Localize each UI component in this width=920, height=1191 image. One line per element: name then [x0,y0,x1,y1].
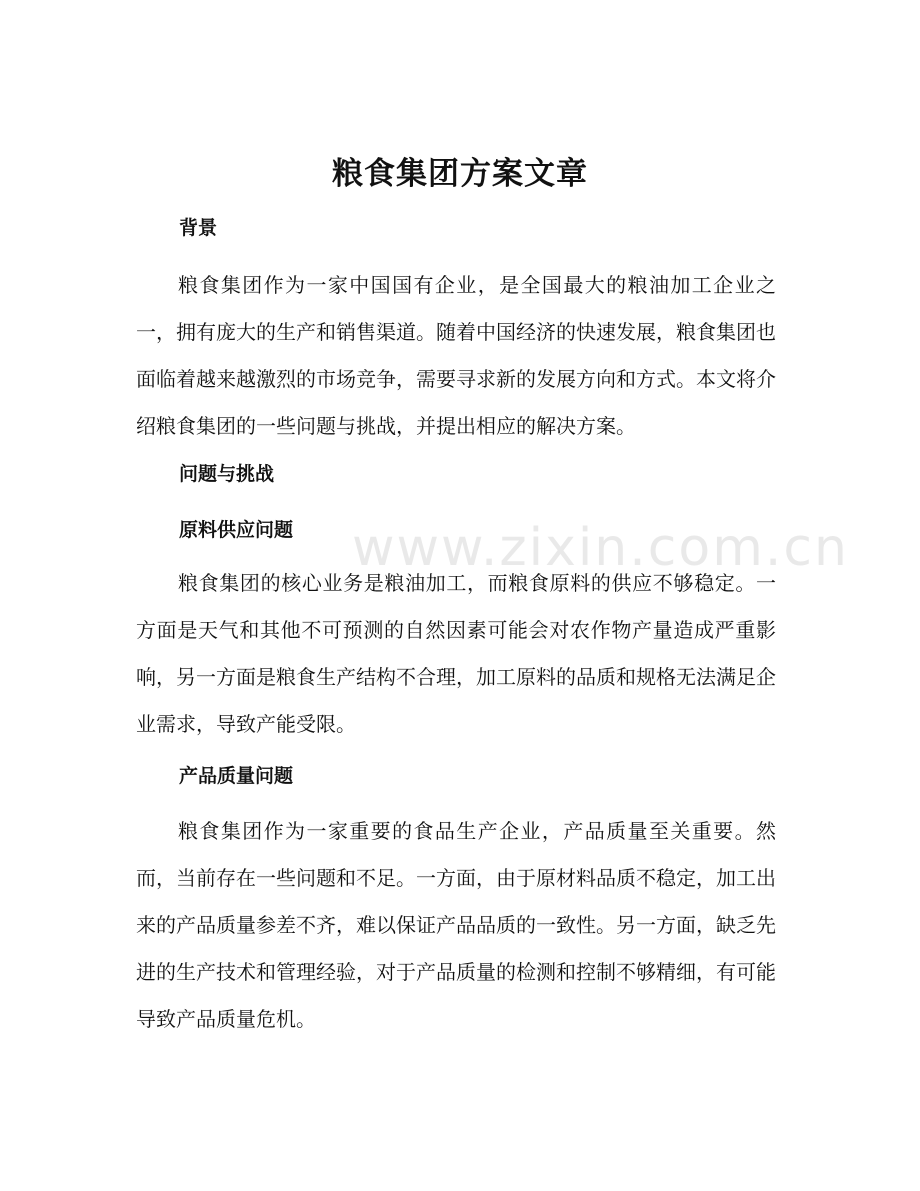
section-heading-background: 背景 [179,217,218,239]
document-title: 粮食集团方案文章 [332,156,588,192]
section-heading-product-quality: 产品质量问题 [179,765,294,787]
watermark: www.zixin.com.cn [352,518,849,578]
paragraph-raw-material: 粮食集团的核心业务是粮油加工，而粮食原料的供应不够稳定。一方面是天气和其他不可预测的自然因素可能会对农作物产量造成严重影响，另一方面是粮食生产结构不合理，加工原料的品质和规格无法满足企业需求，导致产能受限。 [136,571,776,736]
section-heading-problems: 问题与挑战 [179,463,275,485]
paragraph-background: 粮食集团作为一家中国国有企业，是全国最大的粮油加工企业之一，拥有庞大的生产和销售渠道。随着中国经济的快速发展，粮食集团也面临着越来越激烈的市场竞争，需要寻求新的发展方向和方式。本文将介绍粮食集团的一些问题与挑战，并提出相应的解决方案。 [136,273,776,438]
paragraph-product-quality: 粮食集团作为一家重要的食品生产企业，产品质量至关重要。然而，当前存在一些问题和不足。一方面，由于原材料品质不稳定，加工出来的产品质量参差不齐，难以保证产品品质的一致性。另一方面，缺乏先进的生产技术和管理经验，对于产品质量的检测和控制不够精细，有可能导致产品质量危机。 [136,819,776,1031]
section-heading-raw-material: 原料供应问题 [179,519,294,541]
